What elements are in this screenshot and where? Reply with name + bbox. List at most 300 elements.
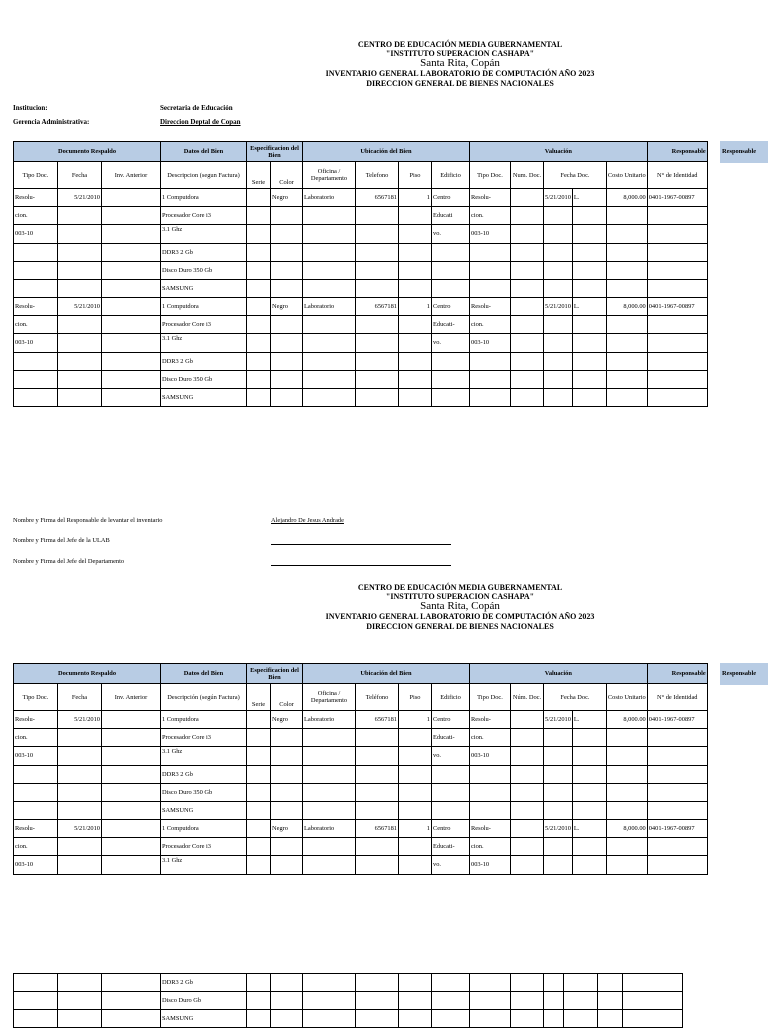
table-cell — [511, 298, 544, 316]
table-cell — [511, 992, 544, 1010]
table-cell — [247, 784, 271, 802]
table-cell: Educati- — [432, 316, 470, 334]
table-cell — [303, 838, 356, 856]
table-cell — [470, 371, 511, 389]
table-cell: 003-10 — [470, 334, 511, 353]
table-cell — [303, 225, 356, 244]
table-cell: 6567181 — [356, 298, 399, 316]
table-cell — [247, 820, 271, 838]
table-cell: 003-10 — [470, 747, 511, 766]
col2-identidad: N° de Identidad — [647, 684, 707, 711]
table-row — [14, 334, 708, 353]
table-cell — [102, 856, 161, 875]
table-cell — [356, 766, 399, 784]
table-cell — [102, 802, 161, 820]
table-cell — [271, 389, 303, 407]
table-cell — [606, 225, 647, 244]
table-cell — [271, 838, 303, 856]
table-cell — [511, 729, 544, 747]
table-cell — [544, 262, 573, 280]
col-inv-anterior: Inv. Anterior — [102, 162, 161, 189]
table-cell — [356, 316, 399, 334]
report-header-2 — [200, 583, 720, 632]
table-cell: L. — [572, 820, 606, 838]
table-cell — [14, 974, 58, 992]
table-cell — [399, 225, 432, 244]
col2-telefono: Teléfono — [356, 684, 399, 711]
table-cell — [356, 974, 399, 992]
table-cell — [572, 784, 606, 802]
table-row — [14, 711, 708, 729]
institucion-label: Institucion: — [13, 104, 48, 112]
table-cell: Procesador Core i3 — [161, 838, 247, 856]
table-cell: 6567181 — [356, 189, 399, 207]
table-row — [14, 316, 708, 334]
table-cell — [399, 280, 432, 298]
col2-costo: Costo Unitario — [606, 684, 647, 711]
table-cell — [647, 766, 707, 784]
table-cell — [102, 711, 161, 729]
table-cell: Laboratorio — [303, 189, 356, 207]
table-cell — [102, 784, 161, 802]
table-cell — [647, 353, 707, 371]
table-cell — [102, 298, 161, 316]
table-cell — [303, 974, 356, 992]
table-cell: 0401-1967-00897 — [647, 820, 707, 838]
table-cell: 5/21/2010 — [58, 298, 102, 316]
table-cell — [303, 729, 356, 747]
col2-fecha: Fecha — [58, 684, 102, 711]
table-cell: Resolu- — [470, 711, 511, 729]
table-cell — [303, 784, 356, 802]
table-cell — [247, 207, 271, 225]
table-cell: 1 — [399, 298, 432, 316]
table-cell — [647, 316, 707, 334]
inventory-table-2 — [13, 663, 708, 875]
table-cell — [247, 280, 271, 298]
table-cell: 8,000.00 — [606, 711, 647, 729]
table-cell — [102, 334, 161, 353]
table-row — [14, 371, 708, 389]
table-cell: 5/21/2010 — [58, 189, 102, 207]
table-cell — [606, 766, 647, 784]
table-cell — [102, 189, 161, 207]
signature-jefe-depto — [13, 558, 124, 565]
table-cell — [14, 262, 58, 280]
table-cell — [356, 207, 399, 225]
col-costo: Costo Unitario — [606, 162, 647, 189]
table-row — [14, 820, 708, 838]
table-cell: SAMSUNG — [161, 1010, 247, 1028]
table-cell — [511, 389, 544, 407]
table-cell — [564, 1010, 598, 1028]
table-cell — [247, 838, 271, 856]
table-cell: Centro — [432, 711, 470, 729]
table-cell — [102, 353, 161, 371]
table-cell — [247, 189, 271, 207]
table-cell — [271, 856, 303, 875]
table-cell: 1 Computdora — [161, 298, 247, 316]
table-cell — [356, 838, 399, 856]
col-oficina: Oficina / Departamento — [303, 162, 356, 189]
table-cell — [399, 1010, 432, 1028]
institucion-value: Secretaria de Educación — [160, 104, 233, 112]
table-cell — [303, 389, 356, 407]
table-cell — [432, 262, 470, 280]
table-cell: 003-10 — [14, 856, 58, 875]
table-cell — [606, 838, 647, 856]
table-cell — [247, 974, 271, 992]
table-cell — [14, 992, 58, 1010]
table-cell — [623, 974, 683, 992]
responsable-header-spill: Responsable — [720, 141, 768, 163]
table-cell — [623, 992, 683, 1010]
table-cell: 003-10 — [470, 225, 511, 244]
table-cell: 1 — [399, 820, 432, 838]
table-cell — [564, 974, 598, 992]
table-cell: L. — [572, 189, 606, 207]
table-cell: Negro — [271, 820, 303, 838]
table-cell — [102, 729, 161, 747]
header2-line-4: INVENTARIO GENERAL LABORATORIO DE COMPUTACIÓN AÑO 2023 — [325, 612, 595, 621]
table-cell — [271, 747, 303, 766]
table-cell — [102, 838, 161, 856]
signature-jefe-depto-label: Nombre y Firma del Jefe del Departamento — [13, 558, 125, 565]
table-cell — [606, 334, 647, 353]
table-cell — [247, 729, 271, 747]
table-cell — [356, 729, 399, 747]
table-cell — [572, 225, 606, 244]
table-cell — [598, 992, 623, 1010]
table-row — [14, 298, 708, 316]
signature-responsable-value: Alejandro De Jesus Andrade — [271, 517, 344, 524]
table-cell — [247, 334, 271, 353]
group-ubicacion-2: Ubicación del Bien — [303, 664, 470, 684]
table-cell: Centro — [432, 820, 470, 838]
table-cell — [544, 225, 573, 244]
col2-oficina: Oficina / Departamento — [303, 684, 356, 711]
table-cell — [511, 244, 544, 262]
table-cell: 3.1 Ghz — [161, 334, 247, 353]
table-cell — [647, 334, 707, 353]
table-cell: 0401-1967-00897 — [647, 189, 707, 207]
table-cell — [606, 371, 647, 389]
table-cell — [271, 784, 303, 802]
table-cell — [511, 1010, 544, 1028]
table-cell: Laboratorio — [303, 820, 356, 838]
table-cell — [511, 371, 544, 389]
table-cell — [647, 262, 707, 280]
table-cell — [399, 766, 432, 784]
table-cell — [511, 353, 544, 371]
table-cell — [271, 353, 303, 371]
table-row — [14, 729, 708, 747]
table-cell: Procesador Core i3 — [161, 207, 247, 225]
col-identidad: N° de Identidad — [647, 162, 707, 189]
table-cell — [572, 856, 606, 875]
table-cell: Procesador Core i3 — [161, 316, 247, 334]
col2-color: Color — [271, 684, 303, 711]
table-cell: Disco Duro 350 Gb — [161, 784, 247, 802]
table-cell — [544, 316, 573, 334]
table-cell — [511, 820, 544, 838]
table-cell — [356, 353, 399, 371]
signature-jefe-ulab-label: Nombre y Firma del Jefe de la ULAB — [13, 537, 110, 544]
col-serie: Serie — [247, 162, 271, 189]
signature-jefe-ulab-line — [271, 537, 451, 545]
table-cell — [432, 371, 470, 389]
table-row — [14, 353, 708, 371]
table-cell — [544, 244, 573, 262]
table-cell: Procesador Core i3 — [161, 729, 247, 747]
table-cell: Centro — [432, 298, 470, 316]
table-cell — [399, 992, 432, 1010]
table-cell — [606, 316, 647, 334]
col2-serie: Serie — [247, 684, 271, 711]
responsable-header-spill-2: Responsable — [720, 663, 768, 685]
group-documento-2: Documento Respaldo — [14, 664, 161, 684]
table-cell: 5/21/2010 — [544, 711, 573, 729]
table-cell — [432, 244, 470, 262]
col-piso: Piso — [399, 162, 432, 189]
table-cell — [303, 1010, 356, 1028]
table-cell — [399, 371, 432, 389]
table-cell — [606, 262, 647, 280]
table-cell — [303, 766, 356, 784]
table-cell — [544, 747, 573, 766]
table-cell: vo. — [432, 225, 470, 244]
table-cell — [623, 1010, 683, 1028]
table-cell — [14, 766, 58, 784]
table-cell — [470, 280, 511, 298]
table-cell — [303, 262, 356, 280]
table-cell — [356, 784, 399, 802]
table-cell: Resolu- — [470, 298, 511, 316]
header-line-2: "INSTITUTO SUPERACION CASHAPA" — [385, 49, 535, 58]
table-cell — [432, 353, 470, 371]
table-cell: vo. — [432, 856, 470, 875]
table-cell: 3.1 Ghz — [161, 225, 247, 244]
table-cell — [399, 207, 432, 225]
group-ubicacion: Ubicación del Bien — [303, 142, 470, 162]
table-cell — [102, 225, 161, 244]
table-cell: 003-10 — [14, 334, 58, 353]
col-descripcion: Descripcion (segun Factura) — [161, 162, 247, 189]
table-cell — [58, 747, 102, 766]
table-cell — [470, 389, 511, 407]
table-cell — [303, 802, 356, 820]
table-cell — [572, 729, 606, 747]
table-cell — [572, 316, 606, 334]
col2-fecha-doc: Fecha Doc. — [544, 684, 607, 711]
table-cell — [271, 974, 303, 992]
table-cell — [14, 244, 58, 262]
table-cell — [356, 262, 399, 280]
table-cell — [511, 189, 544, 207]
table-cell — [58, 856, 102, 875]
table-row — [14, 747, 708, 766]
table-cell — [102, 244, 161, 262]
table-cell: DDR3 2 Gb — [161, 766, 247, 784]
table-cell — [432, 802, 470, 820]
col-fecha-doc: Fecha Doc. — [544, 162, 607, 189]
col2-tipo-doc: Tipo Doc. — [14, 684, 58, 711]
table-cell: cion. — [14, 207, 58, 225]
header-line-4: INVENTARIO GENERAL LABORATORIO DE COMPUTACIÓN AÑO 2023 — [325, 69, 595, 78]
table-cell — [606, 729, 647, 747]
group-especificacion-2: Especificacion del Bien — [247, 664, 303, 684]
table-cell: SAMSUNG — [161, 389, 247, 407]
table-cell — [606, 389, 647, 407]
table-cell — [544, 784, 573, 802]
table-cell — [58, 974, 102, 992]
table-cell — [572, 334, 606, 353]
table-cell — [572, 747, 606, 766]
table-cell — [58, 1010, 102, 1028]
table-cell — [572, 389, 606, 407]
report-header — [200, 40, 720, 89]
table-cell — [58, 802, 102, 820]
table-cell — [544, 974, 564, 992]
table-cell — [511, 280, 544, 298]
col2-descripcion: Descripción (según Factura) — [161, 684, 247, 711]
table-cell: Disco Duro 350 Gb — [161, 262, 247, 280]
table-cell: Resolu- — [470, 820, 511, 838]
table-row — [14, 244, 708, 262]
table-cell — [102, 992, 161, 1010]
table-cell — [58, 766, 102, 784]
table-cell — [247, 316, 271, 334]
table-cell — [598, 974, 623, 992]
table-cell — [647, 207, 707, 225]
table-cell — [271, 371, 303, 389]
table-cell — [544, 992, 564, 1010]
table-cell: 5/21/2010 — [544, 189, 573, 207]
table-cell — [399, 856, 432, 875]
table-cell — [247, 856, 271, 875]
table-cell — [647, 747, 707, 766]
table-cell: Negro — [271, 189, 303, 207]
table-cell — [399, 729, 432, 747]
col-telefono: Telefono — [356, 162, 399, 189]
col2-inv-anterior: Inv. Anterior — [102, 684, 161, 711]
table-cell — [271, 244, 303, 262]
table-cell: 1 Computdora — [161, 711, 247, 729]
table-cell — [511, 747, 544, 766]
table-cell — [432, 766, 470, 784]
table-cell — [470, 353, 511, 371]
table-cell: Laboratorio — [303, 298, 356, 316]
table-cell: 5/21/2010 — [58, 820, 102, 838]
table-cell: Educati- — [432, 729, 470, 747]
table-cell — [606, 802, 647, 820]
table-cell — [432, 280, 470, 298]
table-cell — [511, 766, 544, 784]
col-edificio: Edificio — [432, 162, 470, 189]
table-cell — [58, 225, 102, 244]
header2-line-1: CENTRO DE EDUCACIÓN MEDIA GUBERNAMENTAL — [357, 583, 563, 592]
table-cell: 3.1 Ghz — [161, 856, 247, 875]
table-cell: Negro — [271, 711, 303, 729]
table-cell — [572, 280, 606, 298]
table-cell — [399, 334, 432, 353]
table-cell — [356, 856, 399, 875]
table-cell — [271, 225, 303, 244]
table-cell — [14, 280, 58, 298]
table-cell — [511, 856, 544, 875]
table-cell — [606, 784, 647, 802]
table-cell — [647, 280, 707, 298]
table-cell — [102, 1010, 161, 1028]
table-cell: Centro — [432, 189, 470, 207]
table-cell: Resolu- — [14, 189, 58, 207]
table-cell — [102, 820, 161, 838]
signature-responsable — [13, 517, 344, 524]
table-cell — [356, 992, 399, 1010]
table-cell — [598, 1010, 623, 1028]
header-line-5: DIRECCION GENERAL DE BIENES NACIONALES — [366, 79, 554, 88]
inventory-table-3 — [13, 973, 683, 1028]
table-cell — [271, 334, 303, 353]
table-row — [14, 802, 708, 820]
table-cell — [247, 244, 271, 262]
table-row — [14, 1010, 683, 1028]
table-cell: L. — [572, 711, 606, 729]
table-cell — [606, 207, 647, 225]
group-valuacion: Valuación — [470, 142, 648, 162]
table-cell: 0401-1967-00897 — [647, 711, 707, 729]
table-cell — [544, 389, 573, 407]
table-cell — [470, 244, 511, 262]
table-cell — [58, 207, 102, 225]
table-cell — [511, 316, 544, 334]
table-cell — [303, 371, 356, 389]
table-cell: SAMSUNG — [161, 280, 247, 298]
table-cell: 3.1 Ghz — [161, 747, 247, 766]
table-cell — [572, 766, 606, 784]
header2-place: Santa Rita, Copán — [420, 600, 500, 612]
table-cell — [356, 244, 399, 262]
table-cell — [399, 802, 432, 820]
table-cell — [399, 244, 432, 262]
table-cell — [544, 838, 573, 856]
table-cell: 1 — [399, 711, 432, 729]
table-cell — [399, 262, 432, 280]
table-cell — [271, 802, 303, 820]
table-cell: Resolu- — [14, 820, 58, 838]
table-cell — [511, 207, 544, 225]
table-row — [14, 389, 708, 407]
table-cell — [102, 389, 161, 407]
table-cell: 003-10 — [14, 225, 58, 244]
table-cell — [247, 766, 271, 784]
table-cell — [511, 334, 544, 353]
table-row — [14, 262, 708, 280]
table-cell — [102, 371, 161, 389]
table-cell — [356, 280, 399, 298]
table-cell — [247, 371, 271, 389]
table-cell: 6567181 — [356, 711, 399, 729]
table-cell — [271, 316, 303, 334]
table-row — [14, 838, 708, 856]
table-cell — [247, 992, 271, 1010]
table-row — [14, 225, 708, 244]
table-cell — [58, 784, 102, 802]
table-cell — [247, 711, 271, 729]
table-cell: 1 Computdora — [161, 189, 247, 207]
table-cell — [647, 784, 707, 802]
table-cell — [572, 244, 606, 262]
